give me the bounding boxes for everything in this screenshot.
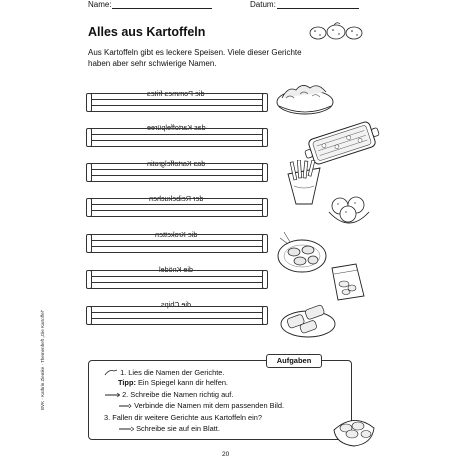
intro-line-1: Aus Kartoffeln gibt es leckere Speisen. Viele dieser Gerichte xyxy=(88,48,302,57)
task-3: 3. Fallen dir weitere Gerichte aus Kartoffeln ein? xyxy=(104,413,263,422)
dumplings-picture[interactable] xyxy=(326,192,372,232)
pencil-icon xyxy=(118,426,134,432)
line-pencil-icon xyxy=(118,403,132,409)
tipp-text: Ein Spiegel kann dir helfen. xyxy=(138,378,228,387)
page-number: 20 xyxy=(222,451,230,458)
mirror-hand-icon xyxy=(104,369,118,377)
mirrored-dish-name: die Kroketten xyxy=(154,230,198,239)
date-line[interactable] xyxy=(277,8,359,9)
task-2-text: 2. Schreibe die Namen richtig auf. xyxy=(122,390,234,399)
task-1 xyxy=(104,368,224,377)
name-line[interactable] xyxy=(112,8,212,9)
pencil-icon xyxy=(104,392,120,398)
mirrored-dish-name: die Pommes frites xyxy=(147,89,205,98)
task-2b xyxy=(118,401,284,410)
task-2b-text: Verbinde die Namen mit dem passenden Bild. xyxy=(134,401,285,410)
task-2 xyxy=(104,390,233,399)
writing-lines[interactable] xyxy=(88,198,266,217)
writing-lines[interactable] xyxy=(88,306,266,325)
task-3b xyxy=(118,424,220,433)
writing-lines[interactable] xyxy=(88,128,266,147)
name-label: Name: xyxy=(88,0,112,9)
fries-picture[interactable] xyxy=(282,160,326,208)
mirrored-dish-name: das Kartoffelpüree xyxy=(146,123,206,132)
task-heading: Aufgaben xyxy=(266,354,322,368)
task-1-text: 1. Lies die Namen der Gerichte. xyxy=(120,368,225,377)
pancakes-picture[interactable] xyxy=(278,296,338,340)
writing-lines[interactable] xyxy=(88,234,266,253)
writing-lines[interactable] xyxy=(88,270,266,289)
tipp xyxy=(118,378,228,387)
date-label: Datum: xyxy=(250,0,276,9)
writing-lines[interactable] xyxy=(88,93,266,112)
page-title: Alles aus Kartoffeln xyxy=(88,25,206,39)
copyright-note: BVK · Kathrin Ziemke · Themenheft „Die Kartoffel" xyxy=(40,309,45,410)
task-3b-text: Schreibe sie auf ein Blatt. xyxy=(136,424,220,433)
writing-lines[interactable] xyxy=(88,163,266,182)
croquettes-picture[interactable] xyxy=(276,228,328,276)
mirrored-dish-name: der Reibekuchen xyxy=(148,194,204,203)
potatoes-icon xyxy=(308,21,364,41)
mirrored-dish-name: das Kartoffelgratin xyxy=(146,159,206,168)
mashed-potatoes-picture[interactable] xyxy=(274,80,336,118)
potato-sack-picture xyxy=(330,412,378,448)
mirrored-dish-name: die Chips xyxy=(161,300,191,309)
intro-line-2: haben aber sehr schwierige Namen. xyxy=(88,59,217,68)
mirrored-dish-name: die Knödel xyxy=(159,265,193,274)
tipp-label: Tipp: xyxy=(118,378,136,387)
intro-text xyxy=(88,47,302,69)
